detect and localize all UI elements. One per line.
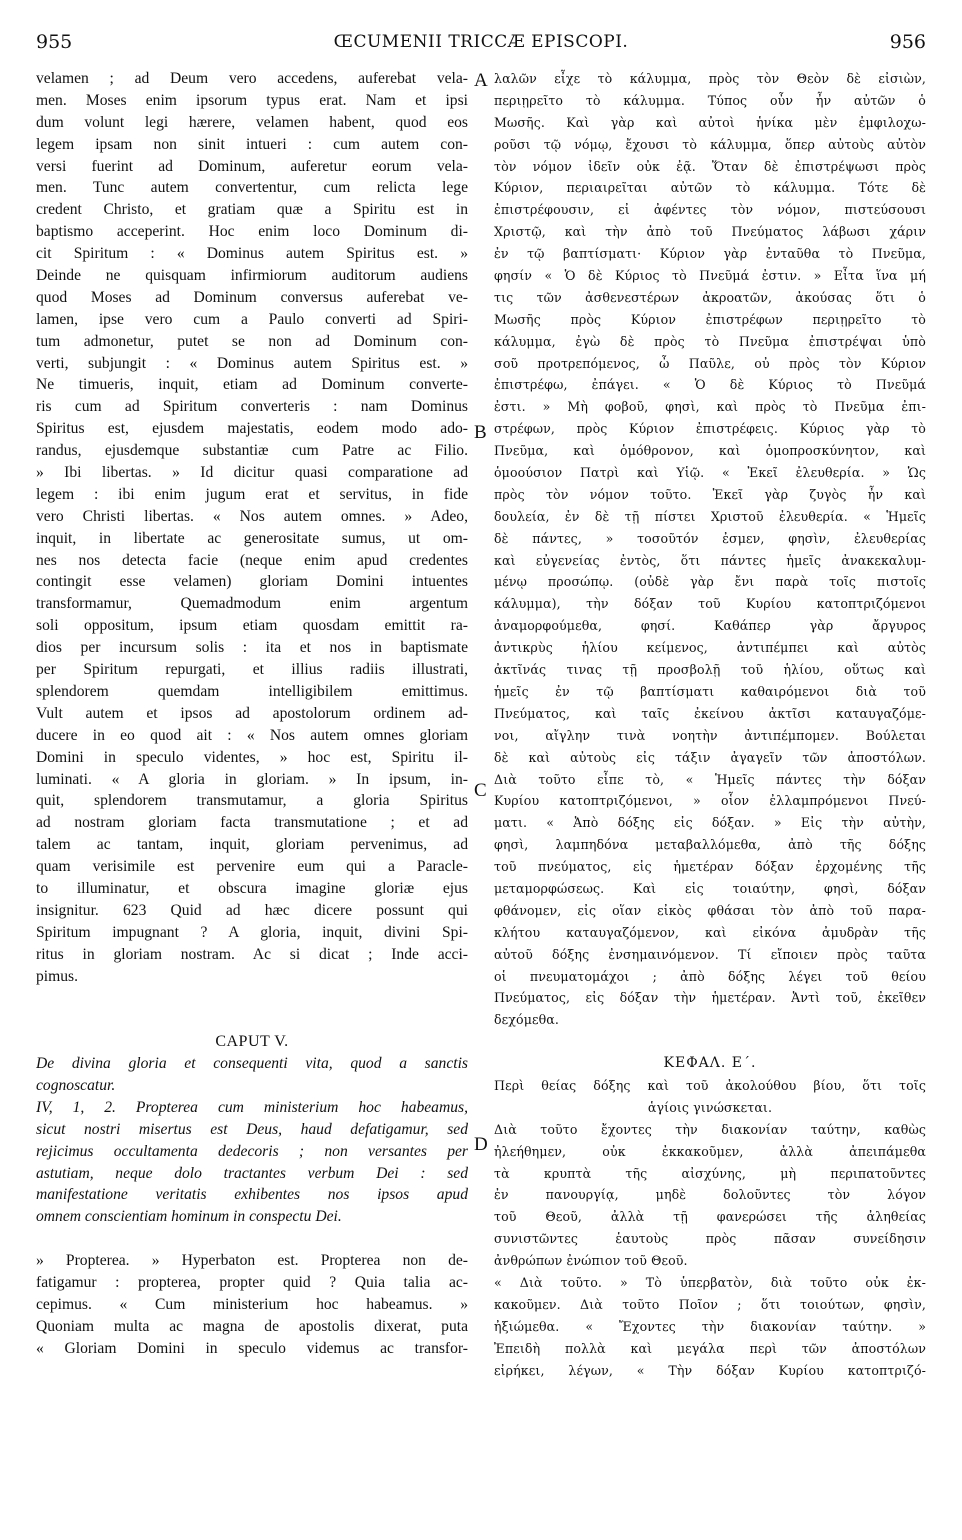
latin-text-line: velamen ; ad Deum vero accedens, auferebat vela- xyxy=(36,70,468,87)
latin-text-line: sicut nostri misertus est Deus, haud defatigamur, sed xyxy=(36,1120,468,1138)
greek-text-line: Ἐπειδὴ πολλὰ καὶ μεγάλα περὶ τῶν ἀποστόλων xyxy=(494,1340,926,1356)
greek-text-line: ὁμοούσιον Πατρὶ καὶ Υἱῷ. « Ἐκεῖ ἐλευθερία. » Ὡς xyxy=(494,465,926,481)
greek-text-line: ΚΕΦΑΛ. Ε΄. xyxy=(663,1055,757,1072)
greek-text-line: μένῳ προσώπῳ. (οὐδὲ γὰρ ἔνι παρὰ τοῖς πιστοῖς xyxy=(494,574,926,590)
greek-text-line: καὶ εὐγενείας ἐντὸς, ὅτι πάντες ἡμεῖς ἀνακεκαλυμ- xyxy=(494,552,926,568)
greek-text-line: εἰρήκει, λέγων, « Τὴν δόξαν Κυρίου κατοπτριζό- xyxy=(494,1362,926,1378)
margin-letter-d: D xyxy=(474,1134,488,1155)
latin-text-line: Spiritum impugnant ? A gloria, inquit, divini Spi- xyxy=(36,923,468,941)
latin-text-line: men. Moses enim ipsorum typus erat. Nam et ipsi xyxy=(36,91,468,109)
margin-letter-a: A xyxy=(474,70,488,91)
greek-text-line: ἠξιώμεθα. « Ἔχοντες τὴν διακονίαν ταύτην. » xyxy=(494,1318,926,1334)
latin-text-line: manifestatione veritatis exhibentes nos ipsos apud xyxy=(36,1186,468,1204)
greek-text-line: ροῦσι τῷ νόμῳ, ἔχουσι τὸ κάλυμμα, ὅπερ αὐτοὺς αὐτὸν xyxy=(494,136,926,152)
greek-text-line: τοῦ Θεοῦ, ἀλλὰ τῇ φανερώσει τῆς ἀληθείας xyxy=(494,1209,926,1225)
latin-text-line: dum volunt legi hærere, velamen habent, quod eos xyxy=(36,113,468,131)
latin-text-line: baptismo acceperint. Hoc enim loco Dominum di- xyxy=(36,223,468,241)
latin-text-line: rejicimus occultamenta dedecoris ; non versantes per xyxy=(36,1142,468,1160)
latin-text-line: talem ac tantam, inquit, gloriam pervenimus, ad xyxy=(36,836,468,854)
latin-text-line: ritus in gloriam nostram. Ac si dicat ; Inde acci- xyxy=(36,945,468,963)
latin-text-line: CAPUT V. xyxy=(215,1033,289,1051)
greek-text-line: κλήτου καταυγαζόμενον, καὶ εἰκόνα ἀμυδρὰν τῆς xyxy=(494,924,926,940)
latin-text-line: omnem conscientiam hominum in conspectu Dei. xyxy=(36,1208,342,1226)
latin-text-line: legem ipsam non sinit intueri : cum autem con- xyxy=(36,135,468,153)
greek-text-line: φησίν « Ὁ δὲ Κύριος τὸ Πνεῦμά ἐστιν. » Εἶτα ἵνα μή xyxy=(494,268,926,284)
latin-text-line: soli oppositum, ipsum etiam quosdam emittit ra- xyxy=(36,617,468,635)
greek-text-line: ἐν τῷ βαπτίσματι· Κύριον γὰρ ἐνταῦθα τὸ Πνεῦμα, xyxy=(494,246,926,262)
greek-text-line: ἐν πανουργίᾳ, μηδὲ δολοῦντες τὸν λόγον xyxy=(494,1187,926,1203)
latin-text-line: men. Tunc autem convertentur, cum relicta lege xyxy=(36,179,468,197)
greek-text-line: ἐπιστρέφω, ἐπάγει. « Ὁ δὲ Κύριος τὸ Πνεῦμά xyxy=(494,377,926,393)
latin-text-line: cepimus. « Cum ministerium hoc habeamus. » xyxy=(36,1295,468,1313)
greek-text-line: δὲ καὶ αὐτοὺς εἰς τάξιν ἀγαγεῖν τῶν ἀποστόλων. xyxy=(494,749,926,765)
greek-text-line: συνιστῶντες ἑαυτοὺς πρὸς πᾶσαν συνείδησιν xyxy=(494,1231,926,1247)
latin-text-line: Quoniam multa ac magna de apostolis dixerat, puta xyxy=(36,1317,468,1335)
latin-text-line: Spiritus est, ejusdem majestatis, eodem modo ado- xyxy=(36,420,468,438)
greek-text-line: τὸν νόμον ἰδεῖν οὐκ ἐᾷ. Ὅταν δὲ ἐπιστρέψωσι πρὸς xyxy=(494,158,926,174)
latin-text-line: » Propterea. » Hyperbaton est. Propterea non de- xyxy=(36,1252,468,1270)
latin-text-line: luminati. « A gloria in gloriam. » In ipsum, in- xyxy=(36,770,468,788)
greek-text-line: Πνεύματος, καὶ ταῖς ἐκείνου ἀκτῖσι καταυγαζόμε- xyxy=(494,705,926,721)
latin-text-line: inquit, in libertate ac generositate sumus, ut om- xyxy=(36,529,468,547)
greek-text-line: περιῃρεῖτο τὸ κάλυμμα. Τύπος οὖν ἦν αὐτῶν ὁ xyxy=(494,92,926,108)
latin-text-line: quit, splendorem transmutamur, a gloria Spiritus xyxy=(36,792,468,810)
greek-text-line: Πνεύματος, εἰς δόξαν τὴν ἡμετέραν. Ἀντὶ τοῦ, ἐκεῖθεν xyxy=(494,990,926,1006)
greek-text-line: ἠλεήθημεν, οὐκ ἐκκακοῦμεν, ἀλλὰ ἀπειπάμεθα xyxy=(494,1143,926,1159)
latin-text-line: ducere in eo quod ait : « Nos autem omnes gloriam xyxy=(36,726,468,744)
greek-text-line: Μωσῆς. Καὶ γὰρ καὶ αὐτοὶ ἡνίκα μὲν ἐμφιλοχω- xyxy=(494,114,926,130)
latin-column xyxy=(36,68,468,1360)
latin-text-line: contingit esse velamen) gloriam Domini intuentes xyxy=(36,573,468,591)
greek-text-line: ἁγίοις γινώσκεται. xyxy=(647,1099,773,1115)
latin-text-line: astutiam, neque dolo tractantes verbum Dei : sed xyxy=(36,1164,468,1182)
greek-column xyxy=(494,68,926,1381)
greek-text-line: ἀκτῖνάς τινας τῇ προσβολῇ τοῦ ἡλίου, οὕτως καὶ xyxy=(494,662,926,678)
latin-text-line: De divina gloria et consequenti vita, quod a sanctis xyxy=(36,1055,468,1073)
latin-text-line: credent Christo, et gratiam quæ a Spiritu est in xyxy=(36,201,468,219)
latin-text-line: quod Moses ad Dominum conversus auferebat ve- xyxy=(36,288,468,306)
page-number-left: 955 xyxy=(36,31,73,53)
greek-text-line: Διὰ τοῦτο εἶπε τὸ, « Ἡμεῖς πάντες τὴν δόξαν xyxy=(494,771,926,787)
latin-text-line: « Gloriam Domini in speculo videmus ac transfor- xyxy=(36,1339,468,1357)
page-number-right: 956 xyxy=(889,31,926,53)
latin-text-line: vero Christi libertas. « Nos autem omnes. » Adeo, xyxy=(36,507,468,525)
latin-text-line: transformamur, Quemadmodum enim argentum xyxy=(36,595,468,613)
latin-text-line: Domini in speculo videntes, » hoc est, Spiritu il- xyxy=(36,748,468,766)
greek-text-line: « Διὰ τοῦτο. » Τὸ ὑπερβατὸν, διὰ τοῦτο οὐκ ἐκ- xyxy=(494,1274,926,1290)
greek-text-line: δουλεία, ἐν δὲ τῇ πίστει Χριστοῦ ἐλευθερία. « Ἡμεῖς xyxy=(494,508,926,524)
greek-text-line: τις τῶν ἀσθενεστέρων ἀκροατῶν, ἀκούσας ὅτι ὁ xyxy=(494,289,926,305)
greek-text-line: ἐστι. » Μὴ φοβοῦ, φησὶ, καὶ πρὸς τὸ Πνεῦμα ἐπι- xyxy=(494,399,926,415)
latin-text-line: cognoscatur. xyxy=(36,1076,116,1094)
latin-text-line xyxy=(36,1228,468,1250)
greek-text-line: φησὶ, λαμπηδόνα μεταβαλλόμεθα, ἀπὸ τῆς δόξης xyxy=(494,837,926,853)
greek-text-line: μεταμορφώσεως. Καὶ εἰς τοιαύτην, φησὶ, δόξαν xyxy=(494,880,926,896)
latin-text-line: legem : ibi enim jugum erat et servitus, in fide xyxy=(36,485,468,503)
running-title: ŒCUMENII TRICCÆ EPISCOPI. xyxy=(333,32,629,52)
greek-text-line: ἀντικρὺς ἡλίου κείμενος, ἀντιπέμπει καὶ αὐτὸς xyxy=(494,640,926,656)
greek-text-line: Πνεῦμα, καὶ ὁμόθρονον, καὶ ὁμοπροσκύνητον, καὶ xyxy=(494,443,926,459)
greek-text-line: κάλυμμα), τὴν δόξαν τοῦ Κυρίου κατοπτριζόμενοι xyxy=(494,596,926,612)
greek-text-line: ἐπιστρέφουσιν, εἰ ἀφέντες τὸν νόμον, πιστεύσουσι xyxy=(494,202,926,218)
greek-text-line: Χριστῷ, καὶ τὴν ἀπὸ τοῦ Πνεύματος λάβωσι χάριν xyxy=(494,224,926,240)
margin-letter-b: B xyxy=(474,422,487,443)
latin-text-line: lamen, ipse vero cum a Paulo converti ad Spiri- xyxy=(36,310,468,328)
latin-text-line: » Ibi libertas. » Id dicitur quasi comparatione ad xyxy=(36,464,468,482)
latin-text-line: IV, 1, 2. Propterea cum ministerium hoc habeamus, xyxy=(36,1098,468,1116)
latin-text-line: Deinde ne quisquam infirmiorum auditorum audiens xyxy=(36,267,468,285)
greek-text-line: δὲ πάντες, » τοσοῦτόν ἐσμεν, φησὶν, ἐλευθερίας xyxy=(494,530,926,546)
latin-text-line: to illuminatur, et obscura imagine gloriæ ejus xyxy=(36,879,468,897)
greek-text-line: τοῦ πνεύματος, εἰς ἡμετέραν δόξαν ἐρχομένης τῆς xyxy=(494,859,926,875)
greek-text-line: τὰ κρυπτὰ τῆς αἰσχύνης, μὴ περιπατοῦντες xyxy=(494,1165,926,1181)
greek-text-line: λαλῶν εἶχε τὸ κάλυμμα, πρὸς τὸν Θεὸν δὲ εἰσιὼν, xyxy=(494,71,926,86)
latin-text-line: insignitur. 623 Quid ad hæc dicere possunt qui xyxy=(36,901,468,919)
greek-text-line: οἱ πνευματομάχοι ; ἀπὸ δόξης λέγει τοῦ θείου xyxy=(494,968,926,984)
latin-text-line: tum admonetur, putet se non ad Dominum con- xyxy=(36,332,468,350)
latin-text-line: verti, subjungit : « Dominus autem Spiritus est. » xyxy=(36,354,468,372)
greek-text-line: κάλυμμα, ἐγὼ δὲ πρὸς τὸ Πνεῦμα ἐπιστρέψαι ὑπὸ xyxy=(494,333,926,349)
greek-text-line: κακοῦμεν. Διὰ τοῦτο Ποῖον ; ὅτι τοιούτων, φησὶν, xyxy=(494,1296,926,1312)
latin-text-line: dios per incursum solis : ita et nos in baptismate xyxy=(36,639,468,657)
latin-text-line: quam verisimile est pervenire eum qui a Paracle- xyxy=(36,858,468,876)
latin-text-line: Vult autem et ipsos ad apostolorum ordinem ad- xyxy=(36,704,468,722)
greek-text-line: Μωσῆς πρὸς Κύριον ἐπιστρέφων περιῃρεῖτο τὸ xyxy=(494,311,926,327)
greek-text-line: αὐτοῦ δόξης ἐνσημαινόμενον. Τί εἴποιεν πρὸς ταῦτα xyxy=(494,946,926,962)
greek-text-line: σοῦ προτρεπόμενος, ὦ Παῦλε, οὐ πρὸς τὸν Κύριον xyxy=(494,355,926,371)
greek-text-line: δεχόμεθα. xyxy=(494,1012,560,1028)
greek-text-line: φθάνομεν, εἰς οἵαν εἰκὸς φθάσαι τὸν ἀπὸ τοῦ παρα- xyxy=(494,902,926,918)
latin-text-line: Ne timueris, inquit, etiam ad Dominum converte- xyxy=(36,376,468,394)
latin-text-line: splendorem quemdam intelligibilem emittimus. xyxy=(36,682,468,700)
greek-text-line: ἡμεῖς ἐν τῷ βαπτίσματι καθαιρόμενοι διὰ τοῦ xyxy=(494,683,926,699)
latin-text-line: nes nos detecta facie (neque enim apud credentes xyxy=(36,551,468,569)
latin-text-line: pimus. xyxy=(36,967,79,985)
latin-text-line: ris cum ad Spiritum converteris : nam Dominus xyxy=(36,398,468,416)
greek-text-line: πρὸς τὸν νόμον τοῦτο. Ἐκεῖ γὰρ ζυγὸς ἦν καὶ xyxy=(494,486,926,502)
greek-text-line: ἀναμορφούμεθα, φησί. Καθάπερ γὰρ ἄργυρος xyxy=(494,618,926,634)
greek-text-line: Κυρίου κατοπτριζόμενοι, » οἷον ἐλλαμπρόμενοι Πνεύ- xyxy=(494,793,926,809)
greek-text-line: ἀνθρώπων ἐνώπιον τοῦ Θεοῦ. xyxy=(494,1253,688,1269)
latin-text-line: cit Spiritum : « Dominus autem Spiritus est. » xyxy=(36,245,468,263)
greek-text-line: στρέφων, πρὸς Κύριον ἐπιστρέφεις. Κύριος γὰρ τὸ xyxy=(494,421,926,437)
latin-text-line: ad nostram gloriam facta transmutatione ; et ad xyxy=(36,814,468,832)
running-head xyxy=(36,28,926,56)
greek-text-line: Διὰ τοῦτο ἔχοντες τὴν διακονίαν ταύτην, καθὼς xyxy=(494,1121,926,1137)
greek-text-line: νοι, αἴγλην τινὰ νοητὴν ἀντιπέμπομεν. Βούλεται xyxy=(494,727,926,743)
latin-text-line: versi fuerint ad Dominum, auferetur eorum vela- xyxy=(36,157,468,175)
latin-text-line xyxy=(36,987,468,1009)
latin-text-line xyxy=(36,1009,468,1031)
latin-text-line: randus, ejusdemque substantiæ cum Patre ac Filio. xyxy=(36,442,468,460)
greek-text-line: Κύριον, περιαιρεῖται αὐτῶν τὸ κάλυμμα. Τότε δὲ xyxy=(494,180,926,196)
latin-text-line: per Spiritum repurgati, et illius radiis illustrati, xyxy=(36,661,468,679)
greek-text-line: Περὶ θείας δόξης καὶ τοῦ ἀκολούθου βίου, ὅτι τοῖς xyxy=(494,1077,926,1093)
greek-text-line xyxy=(494,1031,926,1053)
latin-text-line: fatigamur : propterea, propter quid ? Quia talia ac- xyxy=(36,1273,468,1291)
greek-text-line: ματι. « Ἀπὸ δόξης εἰς δόξαν. » Εἰς τὴν αὐτὴν, xyxy=(494,815,926,831)
margin-letter-c: C xyxy=(474,780,487,801)
